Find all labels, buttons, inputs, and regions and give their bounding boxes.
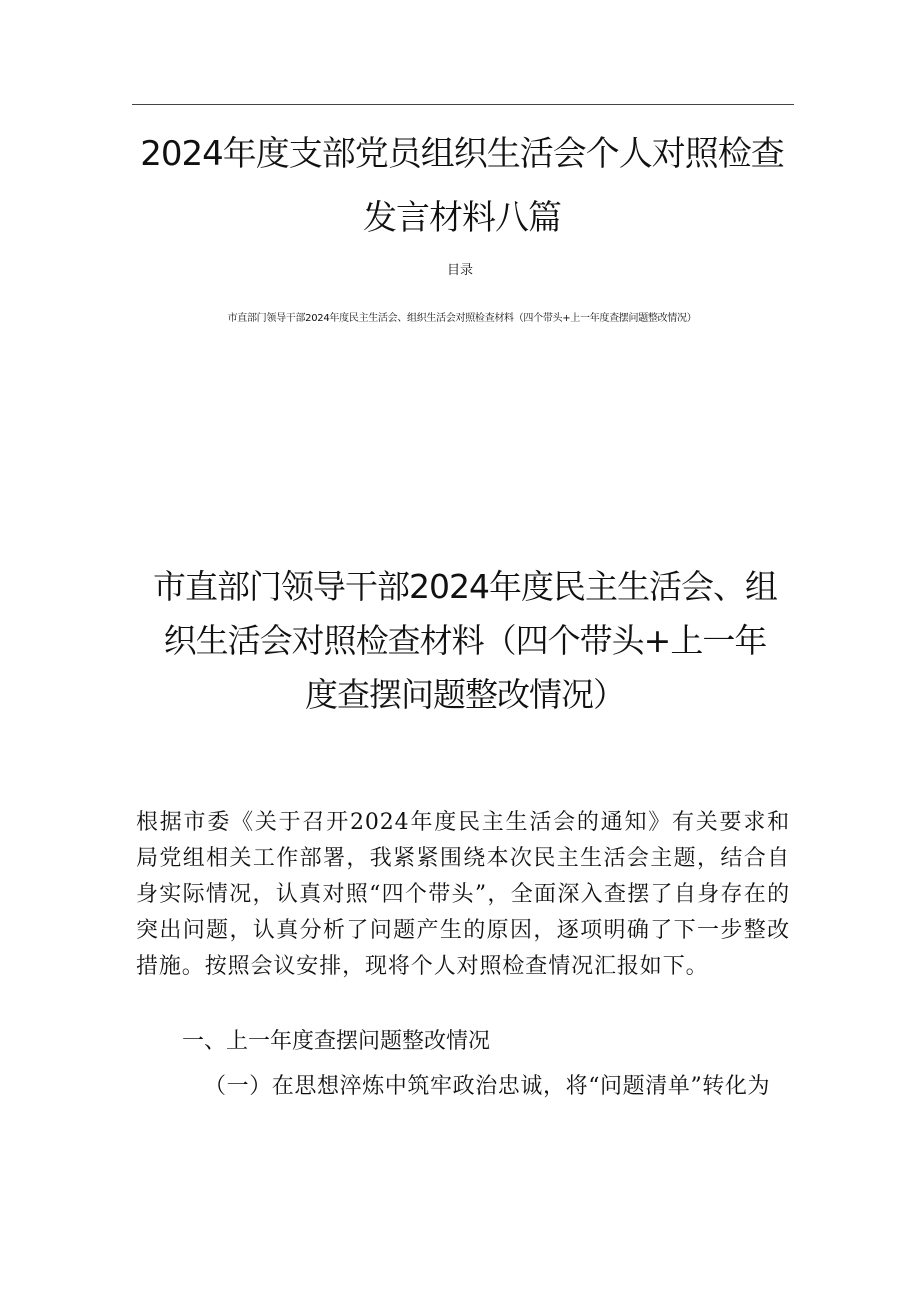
section-subheading: 一、上一年度查摆问题整改情况 — [182, 1029, 491, 1054]
toc-entry[interactable]: 市直部门领导干部2024年度民主生活会、组织生活会对照检查材料（四个带头+上一年度查摆问题整改情况） — [227, 313, 697, 324]
section-title: 市直部门领导干部2024年度民主生活会、组织生活会对照检查材料（四个带头+上一年度查摆问题整改情况） — [153, 567, 777, 714]
document-title: 2024年度支部党员组织生活会个人对照检查发言材料八篇 — [140, 134, 784, 238]
header-rule — [132, 104, 794, 105]
intro-paragraph: 根据市委《关于召开2024年度民主生活会的通知》有关要求和局党组相关工作部署，我紧紧围绕本次民主生活会主题，结合自身实际情况，认真对照“四个带头”，全面深入查摆了自身存在的突出问题，认真分析了问题产生的原因，逐项明确了下一步整改措施。按照会议安排，现将个人对照检查情况汇报如下。 — [136, 810, 790, 979]
toc-heading: 目录 — [446, 263, 473, 278]
first-item-paragraph: （一）在思想淬炼中筑牢政治忠诚，将“问题清单”转化为 — [204, 1074, 771, 1099]
